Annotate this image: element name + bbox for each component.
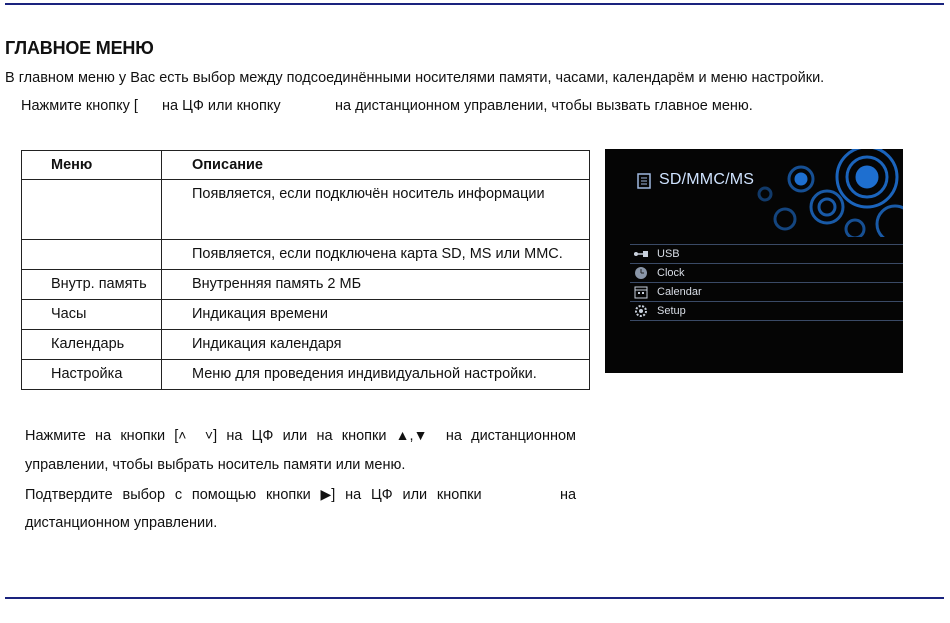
down-triangle-icon: ▼ [413, 427, 428, 443]
screen-item-label: Calendar [657, 286, 702, 298]
clock-icon [633, 266, 649, 280]
table-row [22, 360, 590, 390]
divider [630, 320, 903, 321]
intro-text: В главном меню у Вас есть выбор между подсоединёнными носителями памяти, часами, календарём и меню настройки. [5, 70, 825, 86]
menu-cell [22, 240, 162, 270]
screen-item-calendar[interactable] [633, 283, 702, 301]
calendar-icon [633, 285, 649, 299]
header-description: Описание [162, 151, 590, 180]
description-cell: Появляется, если подключена карта SD, MS или MMC. [162, 240, 590, 270]
table-row [22, 300, 590, 330]
screen-item-setup[interactable] [633, 302, 686, 320]
screen-item-label: Clock [657, 267, 685, 279]
table-row [22, 270, 590, 300]
steps-text: ] на ЦФ или на кнопки [213, 428, 387, 444]
screen-title: SD/MMC/MS [659, 171, 755, 188]
gear-icon [633, 304, 649, 318]
table-row [22, 180, 590, 240]
steps-line-2: управлении, чтобы выбрать носитель памяти или меню. [25, 457, 406, 473]
description-cell: Появляется, если подключён носитель информации [162, 180, 590, 240]
steps-text: Подтвердите выбор с помощью кнопки [25, 487, 311, 503]
steps-text: на дистанционном [445, 428, 577, 444]
screen-item-label: Setup [657, 305, 686, 317]
table-header-row [22, 151, 590, 180]
steps-text: Нажмите на кнопки [ [25, 428, 179, 444]
down-arrow-icon: ˅ [204, 427, 214, 443]
screen-item-label: USB [657, 248, 680, 260]
right-triangle-icon: ▶ [320, 486, 332, 502]
description-cell: Индикация календаря [162, 330, 590, 360]
steps-text: ] на ЦФ или кнопки [331, 487, 482, 503]
card-icon [637, 173, 651, 194]
page-title: ГЛАВНОЕ МЕНЮ [5, 38, 154, 58]
device-screen [605, 149, 903, 373]
menu-cell: Внутр. память [22, 270, 162, 300]
press-text-3: на дистанционном управлении, чтобы вызвать главное меню. [335, 98, 753, 114]
description-cell: Внутренняя память 2 МБ [162, 270, 590, 300]
menu-cell [22, 180, 162, 240]
steps-line-3 [25, 486, 576, 503]
menu-table [21, 150, 590, 390]
top-rule [5, 3, 944, 5]
usb-icon [633, 247, 649, 261]
table-row [22, 330, 590, 360]
press-text-1: Нажмите кнопку [ [21, 98, 138, 114]
menu-cell: Настройка [22, 360, 162, 390]
steps-line-4: дистанционном управлении. [25, 515, 218, 531]
screen-item-usb[interactable] [633, 245, 680, 263]
up-arrow-icon: ˄ [178, 427, 187, 443]
description-cell: Индикация времени [162, 300, 590, 330]
menu-cell: Календарь [22, 330, 162, 360]
steps-text: на [559, 487, 577, 503]
bottom-rule [5, 597, 944, 599]
header-menu: Меню [22, 151, 162, 180]
steps-line-1: Нажмите на кнопки [˄ ˅] на ЦФ или на кнопки ▲,▼ на дистанционном [25, 427, 577, 444]
up-triangle-icon: ▲ [395, 427, 410, 443]
press-text-2: на ЦФ или кнопку [162, 98, 281, 114]
menu-cell: Часы [22, 300, 162, 330]
screen-item-clock[interactable] [633, 264, 685, 282]
table-row [22, 240, 590, 270]
description-cell: Меню для проведения индивидуальной настройки. [162, 360, 590, 390]
